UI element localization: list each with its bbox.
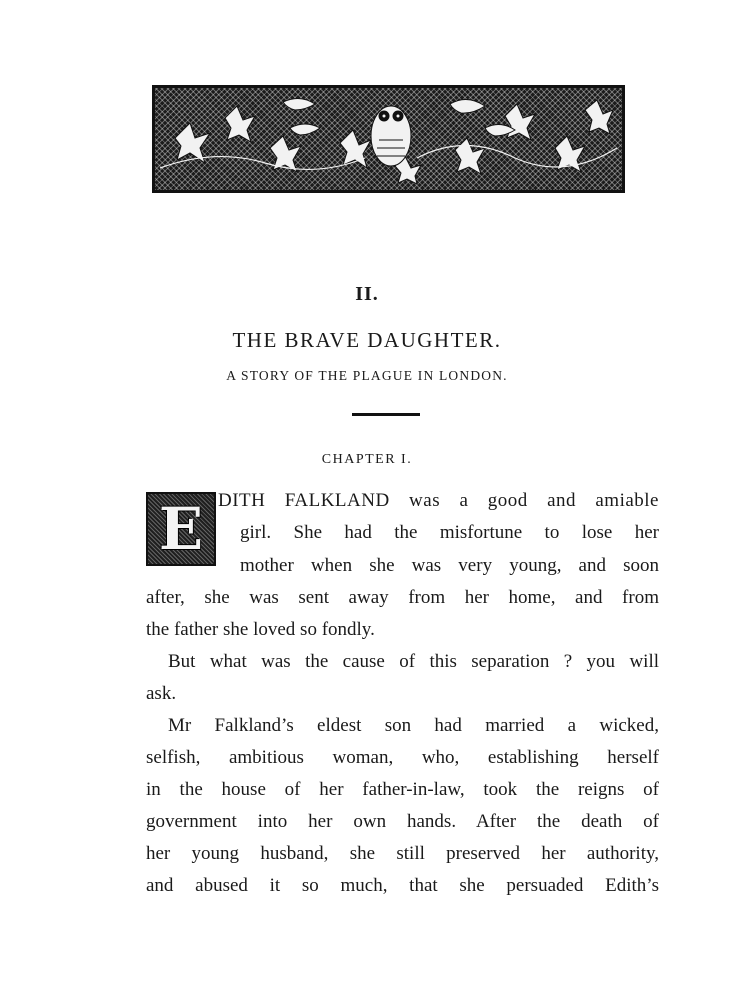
drop-cap-letter: E <box>158 495 204 563</box>
section-numeral: II. <box>355 283 379 305</box>
story-title: THE BRAVE DAUGHTER. <box>232 328 502 352</box>
text-line: Mr Falkland’s eldest son had married a wicked, <box>168 715 659 736</box>
text-line: DITH FALKLAND was a good and amiable <box>218 490 659 511</box>
decorative-headpiece <box>152 85 625 193</box>
chapter-heading: CHAPTER I. <box>321 452 413 467</box>
text-line: after, she was sent away from her home, and from <box>146 587 659 608</box>
text-line: ask. <box>146 683 177 704</box>
ivy-birds-owl-ornament <box>155 88 622 190</box>
story-subtitle: A STORY OF THE PLAGUE IN LONDON. <box>226 368 508 383</box>
text-line: mother when she was very young, and soon <box>240 555 659 576</box>
text-line: and abused it so much, that she persuaded Edith’s <box>146 875 659 896</box>
text-line: in the house of her father-in-law, took the reigns of <box>146 779 659 800</box>
text-line: But what was the cause of this separation ? you will <box>168 651 659 672</box>
text-line: the father she loved so fondly. <box>146 619 375 640</box>
text-line: selfish, ambitious woman, who, establishing herself <box>146 747 659 768</box>
title-divider <box>352 413 420 416</box>
text-line: government into her own hands. After the death of <box>146 811 659 832</box>
text-line: her young husband, she still preserved her authority, <box>146 843 659 864</box>
text-line: girl. She had the misfortune to lose her <box>240 522 659 543</box>
drop-cap-ornament <box>146 492 216 566</box>
